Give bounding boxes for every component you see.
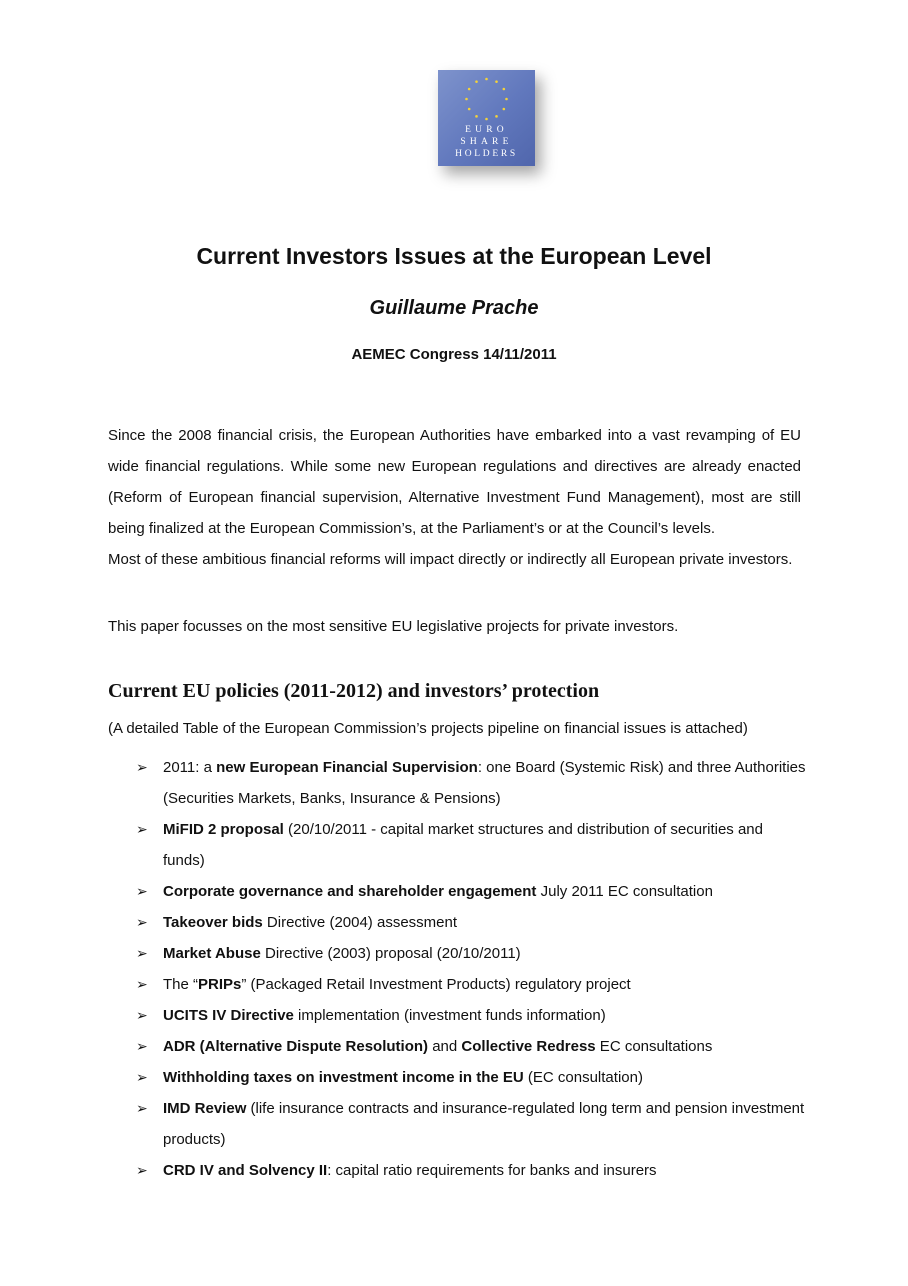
event-line: AEMEC Congress 14/11/2011 <box>351 346 557 363</box>
eu-star <box>485 118 488 121</box>
eu-star <box>503 108 506 111</box>
section-note: (A detailed Table of the European Commission’s projects pipeline on financial issues is attached) <box>108 720 748 737</box>
policy-bullet-item <box>108 814 808 876</box>
eu-star <box>495 115 498 118</box>
policy-bullet-item <box>108 969 808 1000</box>
eu-stars-icon <box>438 70 535 130</box>
bullet-text: July 2011 EC consultation <box>536 883 713 900</box>
bullet-bold-text: MiFID 2 proposal <box>163 821 284 838</box>
bullet-bold-text: Market Abuse <box>163 945 261 962</box>
eu-star <box>503 88 506 91</box>
arrow-bullet-icon: ➢ <box>136 883 148 899</box>
eu-star <box>468 88 471 91</box>
bullet-text: (EC consultation) <box>523 1069 643 1086</box>
eu-star <box>495 80 498 83</box>
eu-star <box>475 80 478 83</box>
policy-bullet-item <box>108 752 808 814</box>
bullet-text: implementation (investment funds information) <box>293 1007 606 1024</box>
arrow-bullet-icon: ➢ <box>136 945 148 961</box>
bullet-text: Directive (2003) proposal (20/10/2011) <box>260 945 521 962</box>
intro-paragraph-2: Most of these ambitious financial reforms will impact directly or indirectly all European private investors. <box>108 551 793 568</box>
policy-bullet-item <box>108 907 808 938</box>
bullet-bold-text: UCITS IV Directive <box>163 1007 294 1024</box>
bullet-text: EC consultations <box>595 1038 713 1055</box>
logo-text-line2: SHARE <box>460 137 513 147</box>
policy-bullet-item <box>108 1062 808 1093</box>
bullet-bold-text: Withholding taxes on investment income in the EU <box>163 1069 524 1086</box>
intro-paragraph-3: This paper focusses on the most sensitive EU legislative projects for private investors. <box>108 618 679 635</box>
bullet-bold-text: Corporate governance and shareholder engagement <box>163 883 537 900</box>
bullet-bold-text: Takeover bids <box>163 914 263 931</box>
arrow-bullet-icon: ➢ <box>136 914 148 930</box>
euroshareholders-logo <box>438 70 535 166</box>
arrow-bullet-icon: ➢ <box>136 1100 148 1116</box>
bullet-text: : capital ratio requirements for banks and insurers <box>327 1162 657 1179</box>
bullet-text: : one Board (Systemic Risk) and three Authorities (Securities Markets, Banks, Insurance & Pensions) <box>163 759 806 807</box>
policy-bullet-item <box>108 1155 808 1186</box>
bullet-text: Directive (2004) assessment <box>262 914 458 931</box>
bullet-bold-text: CRD IV and Solvency II <box>163 1162 328 1179</box>
policy-bullet-item <box>108 876 808 907</box>
arrow-bullet-icon: ➢ <box>136 1038 148 1054</box>
bullet-text: 2011: a <box>163 759 217 776</box>
author-name: Guillaume Prache <box>369 297 539 319</box>
bullet-bold-text: new European Financial Supervision <box>216 759 478 776</box>
policy-bullet-item <box>108 1031 808 1062</box>
arrow-bullet-icon: ➢ <box>136 759 148 775</box>
intro-paragraph-1: Since the 2008 financial crisis, the European Authorities have embarked into a vast revamping of EU wide financial regulations. While some new European regulations and directives are already enacted (Reform of European financial supervision, Alternative Investment Fund Management), most are still being finalized at the European Commission’s, at the Parliament’s or at the Council’s levels. <box>108 427 801 537</box>
document-title: Current Investors Issues at the European Level <box>196 243 712 269</box>
bullet-bold-text: IMD Review <box>163 1100 247 1117</box>
bullet-bold-text: ADR (Alternative Dispute Resolution) <box>163 1038 429 1055</box>
arrow-bullet-icon: ➢ <box>136 976 148 992</box>
policy-bullet-item <box>108 938 808 969</box>
eu-star <box>485 78 488 81</box>
bullet-text: ” (Packaged Retail Investment Products) regulatory project <box>241 976 631 993</box>
eu-star <box>505 98 508 101</box>
bullet-text: The “ <box>163 976 199 993</box>
policy-bullet-list <box>108 752 808 1186</box>
eu-star <box>465 98 468 101</box>
eu-star <box>475 115 478 118</box>
bullet-text: (life insurance contracts and insurance-regulated long term and pension investment products) <box>163 1100 805 1148</box>
policy-bullet-item <box>108 1093 808 1155</box>
logo-text-line3: HOLDERS <box>455 149 518 159</box>
bullet-text: (20/10/2011 - capital market structures and distribution of securities and funds) <box>163 821 763 869</box>
bullet-bold-text: Collective Redress <box>461 1038 596 1055</box>
section-heading: Current EU policies (2011-2012) and investors’ protection <box>108 680 600 702</box>
arrow-bullet-icon: ➢ <box>136 1007 148 1023</box>
arrow-bullet-icon: ➢ <box>136 821 148 837</box>
policy-bullet-item <box>108 1000 808 1031</box>
eu-star <box>468 108 471 111</box>
arrow-bullet-icon: ➢ <box>136 1069 148 1085</box>
bullet-text: and <box>428 1038 462 1055</box>
arrow-bullet-icon: ➢ <box>136 1162 148 1178</box>
logo-text-line1: EURO <box>465 125 508 135</box>
bullet-bold-text: PRIPs <box>198 976 242 993</box>
